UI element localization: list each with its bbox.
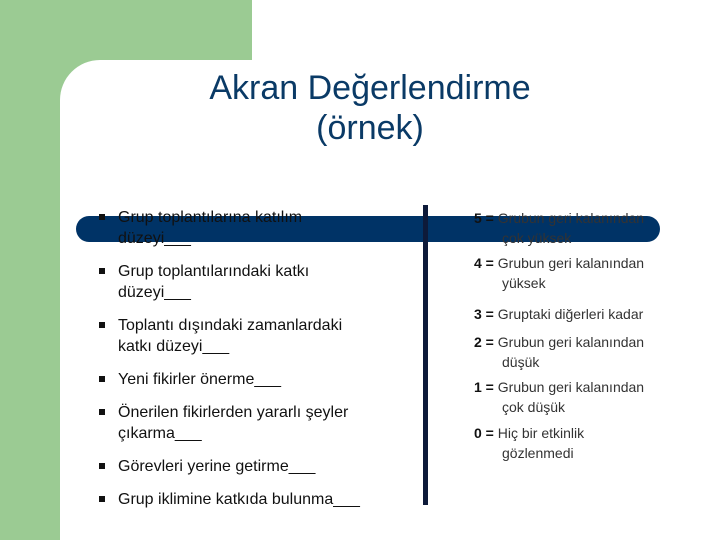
rating-scale [474, 208, 704, 463]
scale-number: 3 [474, 306, 482, 322]
criteria-text: Önerilen fikirlerden yararlı şeyler [118, 404, 349, 421]
criteria-list [96, 207, 416, 522]
scale-text-cont: çok yüksek [502, 230, 572, 246]
criteria-item [96, 456, 416, 477]
square-bullet-icon [99, 322, 105, 328]
scale-text: Gruptaki diğerleri kadar [497, 306, 644, 322]
criteria-item [96, 402, 416, 444]
scale-item [474, 377, 704, 417]
criteria-text: Grup toplantılarındaki katkı [118, 263, 310, 280]
square-bullet-icon [99, 376, 105, 382]
scale-item [474, 304, 704, 324]
scale-number: 2 [474, 334, 482, 350]
criteria-item [96, 369, 416, 390]
square-bullet-icon [99, 496, 105, 502]
criteria-text: çıkarma___ [118, 425, 202, 442]
scale-text-cont: yüksek [502, 275, 546, 291]
scale-equals: = [481, 255, 498, 271]
title-line-2: (örnek) [316, 109, 424, 147]
criteria-text: Grup iklimine katkıda bulunma___ [118, 491, 360, 508]
square-bullet-icon [99, 268, 105, 274]
column-divider [423, 205, 428, 505]
scale-text: Grubun geri kalanından [497, 379, 645, 395]
square-bullet-icon [99, 463, 105, 469]
scale-text: Grubun geri kalanından [497, 334, 645, 350]
scale-equals: = [481, 306, 498, 322]
scale-text: Grubun geri kalanından [497, 210, 645, 226]
square-bullet-icon [99, 409, 105, 415]
scale-equals: = [481, 210, 498, 226]
slide-title [130, 68, 610, 148]
scale-item [474, 253, 704, 293]
scale-item [474, 423, 704, 463]
scale-number: 1 [474, 379, 482, 395]
criteria-text: Grup toplantılarına katılım [118, 209, 303, 226]
scale-item [474, 208, 704, 248]
scale-number: 4 [474, 255, 482, 271]
scale-text-cont: çok düşük [502, 399, 566, 415]
scale-equals: = [481, 334, 498, 350]
criteria-text: düzeyi___ [118, 230, 191, 247]
title-line-1: Akran Değerlendirme [209, 69, 531, 107]
scale-number: 5 [474, 210, 482, 226]
criteria-item [96, 315, 416, 357]
criteria-text: katkı düzeyi___ [118, 338, 230, 355]
scale-number: 0 [474, 425, 482, 441]
criteria-item [96, 489, 416, 510]
square-bullet-icon [99, 214, 105, 220]
criteria-item [96, 261, 416, 303]
criteria-text: Görevleri yerine getirme___ [118, 458, 316, 475]
scale-text: Grubun geri kalanından [497, 255, 645, 271]
scale-text: Hiç bir etkinlik [497, 425, 585, 441]
scale-item [474, 332, 704, 372]
scale-text-cont: gözlenmedi [502, 445, 574, 461]
criteria-text: Yeni fikirler önerme___ [118, 371, 282, 388]
criteria-text: düzeyi___ [118, 284, 191, 301]
scale-equals: = [481, 425, 498, 441]
criteria-item [96, 207, 416, 249]
scale-equals: = [481, 379, 498, 395]
criteria-text: Toplantı dışındaki zamanlardaki [118, 317, 343, 334]
scale-text-cont: düşük [502, 354, 540, 370]
